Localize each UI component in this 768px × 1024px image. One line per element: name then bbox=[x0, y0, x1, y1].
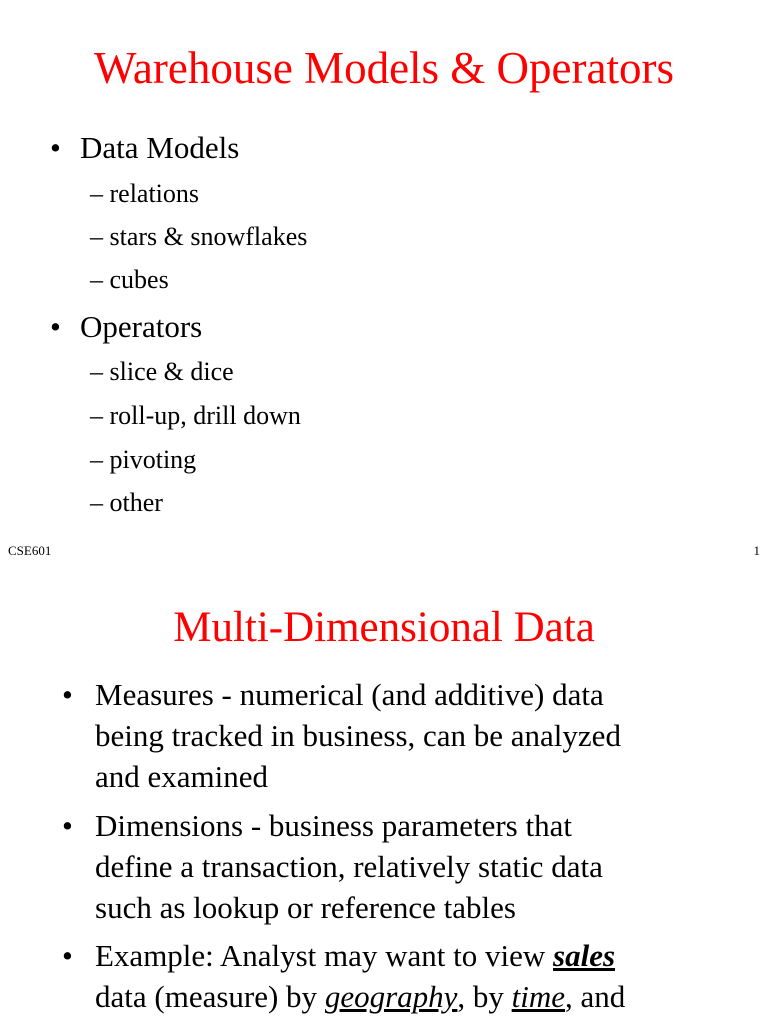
footer-course-code: CSE601 bbox=[8, 543, 52, 558]
bullet-dot-icon: • bbox=[62, 938, 73, 973]
bullet-line: Dimensions - business parameters that bbox=[95, 808, 572, 843]
sub-item: – stars & snowflakes bbox=[90, 222, 308, 251]
example-text: data (measure) by bbox=[95, 979, 325, 1014]
slide-1-title: Warehouse Models & Operators bbox=[94, 43, 674, 93]
emphasis-geography: geography bbox=[324, 979, 458, 1014]
sub-item: – relations bbox=[90, 179, 200, 208]
slide-2 bbox=[0, 566, 768, 1024]
slide-2-title: Multi-Dimensional Data bbox=[173, 604, 595, 651]
bullet-line: define a transaction, relatively static data bbox=[95, 849, 603, 884]
bullet-operators bbox=[50, 309, 202, 345]
bullet-line: such as lookup or reference tables bbox=[95, 890, 516, 925]
sub-item: – roll-up, drill down bbox=[90, 401, 301, 430]
bullet-dot-icon: • bbox=[62, 808, 73, 843]
emphasis-time: time bbox=[511, 979, 566, 1014]
sub-item: – slice & dice bbox=[90, 357, 234, 386]
sub-item: – pivoting bbox=[90, 445, 197, 474]
sub-item: – other bbox=[90, 488, 163, 517]
bullet-line bbox=[95, 935, 752, 976]
bullet-line: and examined bbox=[95, 759, 269, 794]
bullet-line bbox=[95, 976, 752, 1017]
bullet-text: Operators bbox=[80, 309, 203, 344]
sub-item: – cubes bbox=[90, 265, 169, 294]
example-text: , by bbox=[457, 979, 512, 1014]
bullet-dot-icon: • bbox=[50, 309, 61, 344]
example-text: Example: Analyst may want to view bbox=[95, 938, 554, 973]
bullet-line: being tracked in business, can be analyzed bbox=[95, 718, 621, 753]
footer-page-number: 1 bbox=[753, 543, 760, 558]
bullet-dimensions bbox=[62, 805, 752, 928]
bullet-text: Data Models bbox=[80, 130, 240, 165]
bullet-dot-icon: • bbox=[50, 130, 61, 165]
bullet-measures bbox=[62, 674, 752, 797]
bullet-data-models bbox=[50, 130, 239, 166]
emphasis-sales: sales bbox=[553, 938, 616, 973]
bullet-dot-icon: • bbox=[62, 677, 73, 712]
bullet-line: Measures - numerical (and additive) data bbox=[95, 677, 604, 712]
example-text: , and bbox=[565, 979, 626, 1014]
bullet-example bbox=[62, 935, 752, 1017]
